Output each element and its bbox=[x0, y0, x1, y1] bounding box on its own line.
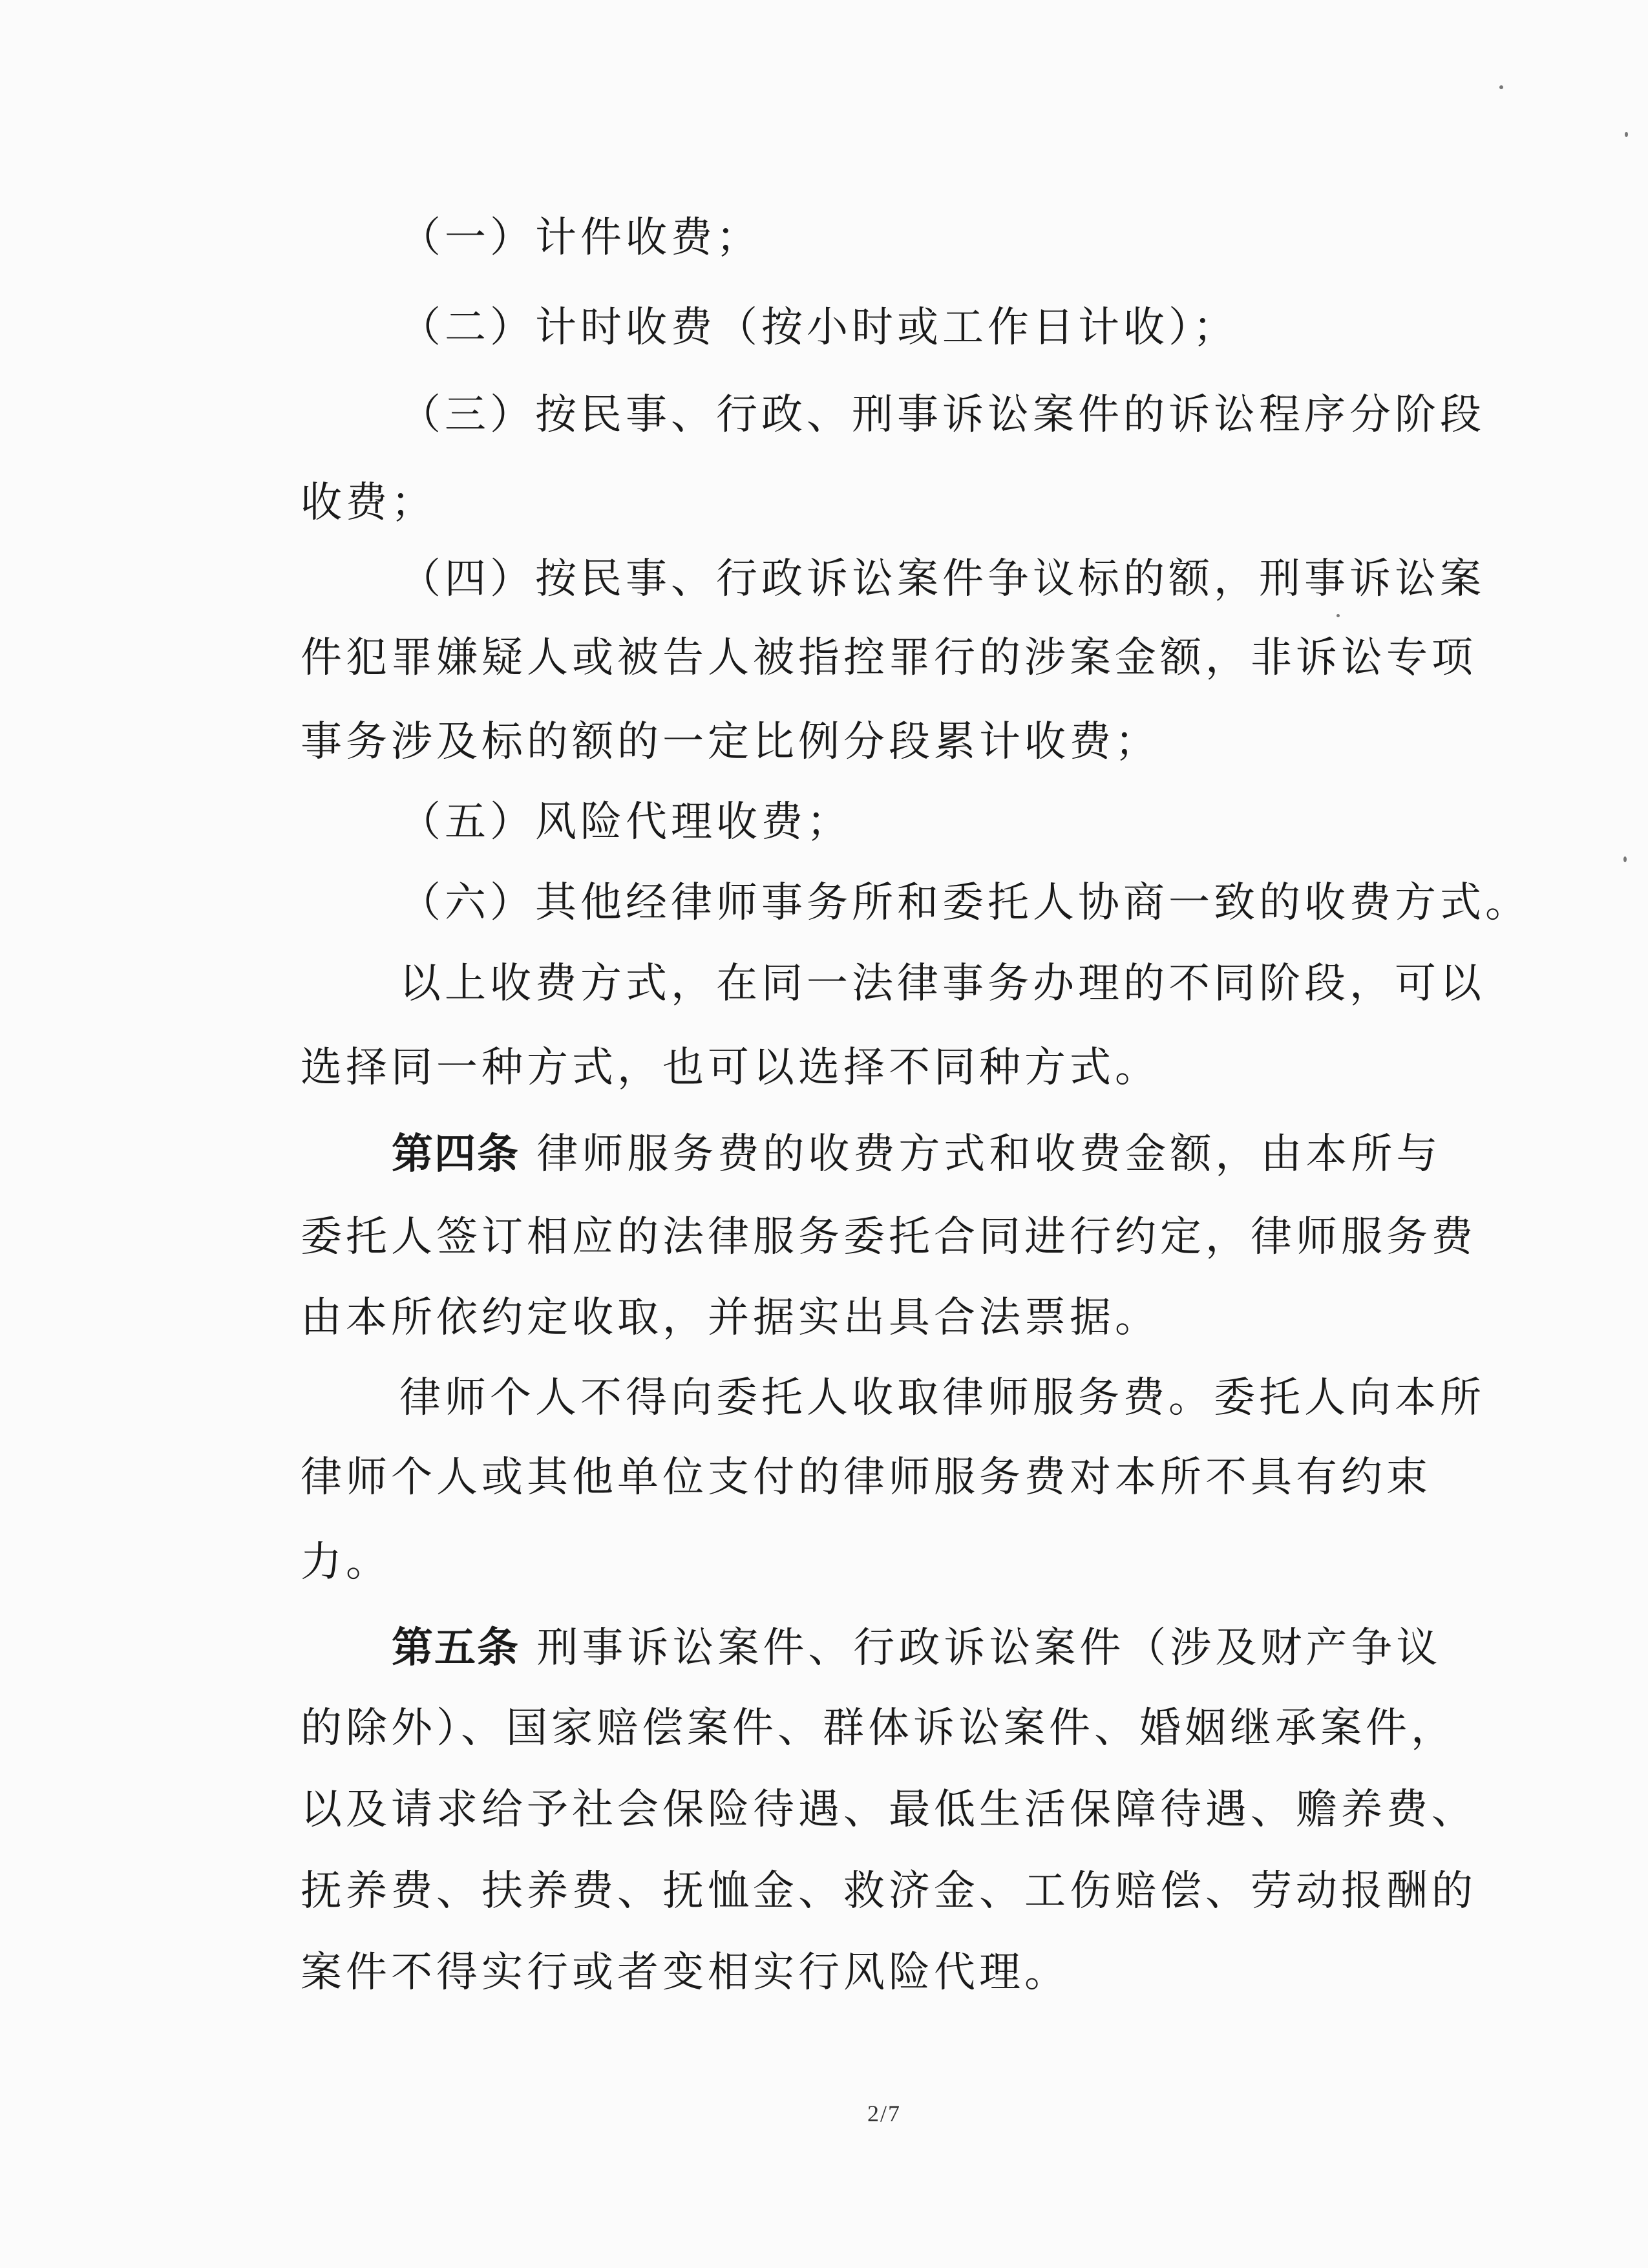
scan-speck bbox=[1625, 132, 1628, 137]
text-line: 律师个人不得向委托人收取律师服务费。委托人向本所 bbox=[399, 1374, 1485, 1422]
text-line: 委托人签订相应的法律服务委托合同进行约定，律师服务费 bbox=[301, 1213, 1477, 1261]
article-4-text: 律师服务费的收费方式和收费金额，由本所与 bbox=[536, 1130, 1442, 1178]
scan-speck bbox=[1336, 614, 1340, 617]
text-line: 力。 bbox=[301, 1538, 391, 1586]
text-line: 件犯罪嫌疑人或被告人被指控罪行的涉案金额，非诉讼专项 bbox=[301, 634, 1477, 682]
text-line: 以上收费方式，在同一法律事务办理的不同阶段，可以 bbox=[399, 960, 1485, 1008]
page-number: 2/7 bbox=[867, 2101, 902, 2126]
article-5-line bbox=[392, 1622, 1441, 1674]
text-line: （六）其他经律师事务所和委托人协商一致的收费方式。 bbox=[399, 879, 1530, 927]
article-4-label: 第四条 bbox=[392, 1130, 520, 1178]
scan-speck bbox=[1499, 85, 1503, 89]
text-line: 的除外）、国家赔偿案件、群体诉讼案件、婚姻继承案件， bbox=[301, 1704, 1456, 1752]
text-line: 以及请求给予社会保险待遇、最低生活保障待遇、赡养费、 bbox=[301, 1786, 1477, 1834]
text-line: 收费； bbox=[301, 479, 436, 527]
text-line: （二）计时收费（按小时或工作日计收）； bbox=[399, 304, 1238, 352]
text-line: 律师个人或其他单位支付的律师服务费对本所不具有约束 bbox=[301, 1454, 1431, 1501]
article-4-line bbox=[392, 1129, 1441, 1180]
text-line: （四）按民事、行政诉讼案件争议标的额，刑事诉讼案 bbox=[399, 555, 1485, 603]
article-5-text: 刑事诉讼案件、行政诉讼案件（涉及财产争议 bbox=[536, 1624, 1442, 1672]
text-line: （三）按民事、行政、刑事诉讼案件的诉讼程序分阶段 bbox=[399, 391, 1485, 439]
text-line: （五）风险代理收费； bbox=[399, 798, 852, 846]
text-line: 抚养费、扶养费、抚恤金、救济金、工伤赔偿、劳动报酬的 bbox=[301, 1867, 1477, 1915]
text-line: 事务涉及标的额的一定比例分段累计收费； bbox=[301, 718, 1160, 766]
text-line: 由本所依约定收取，并据实出具合法票据。 bbox=[301, 1294, 1160, 1342]
text-line: （一）计件收费； bbox=[399, 214, 761, 262]
article-5-label: 第五条 bbox=[392, 1624, 520, 1672]
text-line: 选择同一种方式，也可以选择不同种方式。 bbox=[301, 1044, 1160, 1092]
scan-speck bbox=[1623, 856, 1627, 862]
text-line: 案件不得实行或者变相实行风险代理。 bbox=[301, 1949, 1070, 1997]
